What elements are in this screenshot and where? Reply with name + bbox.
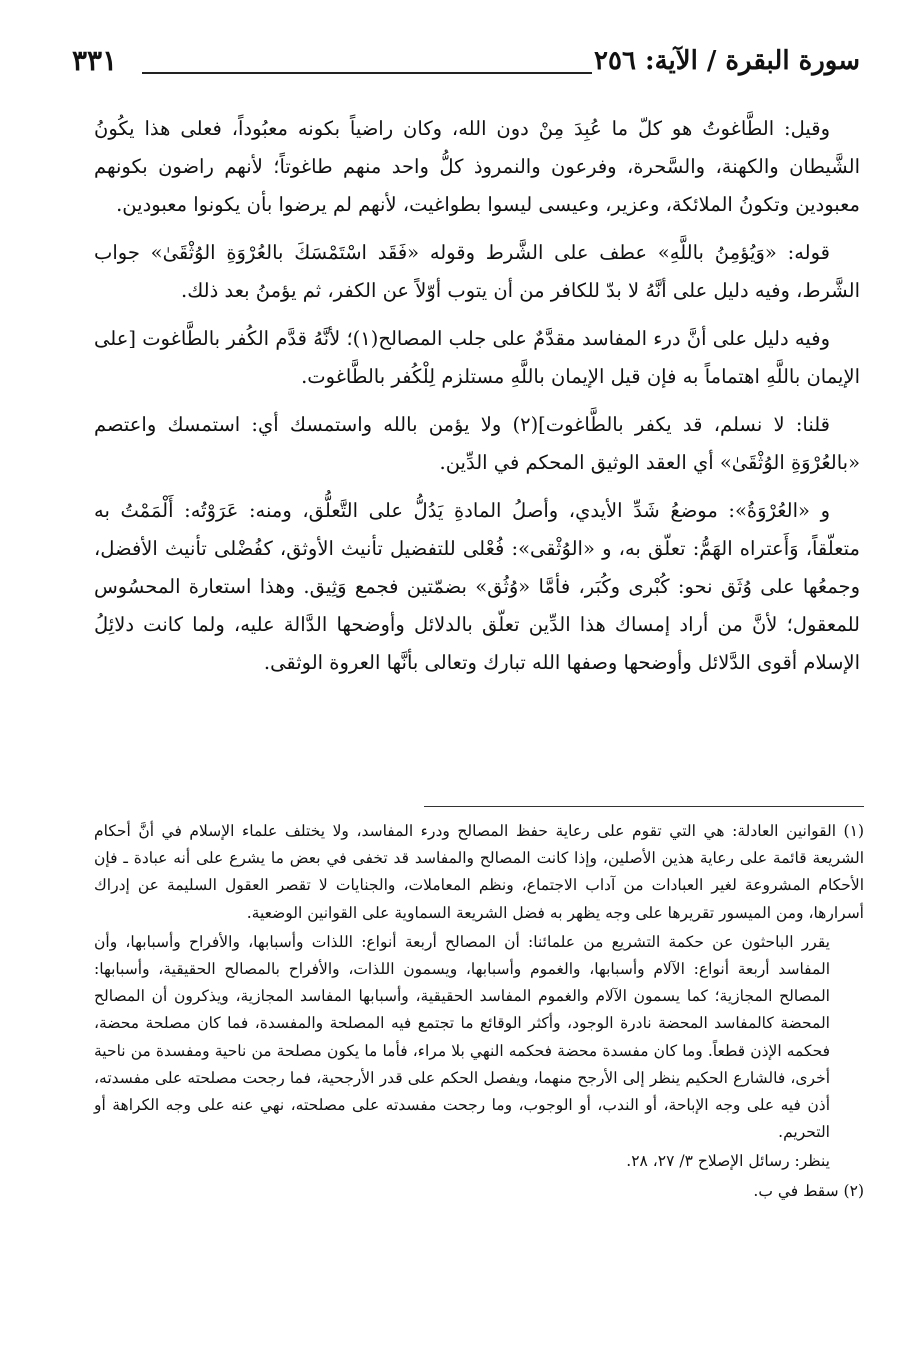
footnote-2: (٢) سقط في ب. [753, 1181, 864, 1200]
running-header [72, 40, 860, 86]
footnote-1: (١) القوانين العادلة: هي التي تقوم على رعاية حفظ المصالح ودرء المفاسد، ولا يختلف علماء الإسلام في أنَّ أحكام الشريعة قائمة على رعاية هذين الأصلين، وإذا كانت المصالح والمفاسد قد تخفى في بعض ما يشرع على أنه عبادة ـ فإن الأحكام المشروعة لغير العبادات من آداب الاجتماع، ونظم المعاملات، والجنايات لا تقصر العقول السليمة عن إدراك أسرارها، ومن الميسور تقريرها على وجه يظهر به فضل الشريعة السماوية على القوانين الوضعية. [94, 822, 865, 922]
paragraph: وفيه دليل على أنَّ درء المفاسد مقدَّمٌ على جلب المصالح(١)؛ لأنَّهُ قدَّم الكُفر بالطَّاغوت [على الإيمان باللَّهِ اهتماماً به فإن قيل الإيمان باللَّهِ مستلزم لِلْكُفر بالطَّاغوت. [94, 327, 860, 388]
page-number: ٣٣١ [72, 44, 118, 77]
chapter-title: سورة البقرة / الآية: ٢٥٦ [594, 46, 860, 76]
header-rule [142, 72, 592, 74]
footnotes [94, 818, 864, 1205]
paragraph: و «العُرْوَةُ»: موضعُ شَدِّ الأيدي، وأصلُ المادةِ يَدُلُّ على التَّعلُّق، ومنه: عَرَوْتُه: أَلْمَمْتُ به متعلّقاً، وَأَعتراه الهَمُّ: تعلّق به، و «الوُثْقى»: فُعْلى للتفضيل تأنيث الأوثق، كفُضْلى تأنيث الأفضل، وجمعُها على وُثَق نحو: كُبْرى وكُبَر، فأمَّا «وُثُق» بضمّتين فجمع وَثِيق. وهذا استعارة المحسُوس للمعقول؛ لأنَّ من أراد إمساك هذا الدِّين تعلّق بالدلائل وأوضحها الدَّالة عليه، ولما كانت دلائِلُ الإسلام أقوى الدَّلائل وأوضحها وصفها الله تبارك وتعالى بأنَّها العروة الوثقى. [94, 499, 860, 674]
paragraph: وقيل: الطَّاغوتُ هو كلّ ما عُبِدَ مِنْ دون الله، وكان راضياً بكونه معبُوداً، فعلى هذا يكُونُ الشَّيطان والكهنة، والسَّحرة، وفرعون والنمروذ كلُّ واحد منهم طاغوتاً؛ لأنهم راضون بكونهم معبودين وتكونُ الملائكة، وعزير، وعيسى ليسوا بطواغيت، لأنهم لم يرضوا بأن يكونوا معبودين. [94, 117, 860, 216]
paragraph: قلنا: لا نسلم، قد يكفر بالطَّاغوت](٢) ولا يؤمن بالله واستمسك أي: استمسك واعتصم «بالعُرْوَةِ الوُثْقَىٰ» أي العقد الوثيق المحكم في الدِّين. [94, 413, 860, 474]
footnote-1-reference: ينظر: رسائل الإصلاح ٣/ ٢٧، ٢٨. [626, 1152, 830, 1171]
main-text [94, 110, 860, 692]
footnote-separator [424, 806, 864, 807]
paragraph: قوله: «وَيُؤمِنُ باللَّهِ» عطف على الشَّرط وقوله «فَقَد اسْتَمْسَكَ بالعُرْوَةِ الوُثْقَىٰ» جواب الشَّرط، وفيه دليل على أنَّهُ لا بدّ للكافر من أن يتوب أوّلاً عن الكفر، ثم يؤمنُ بعد ذلك. [94, 241, 860, 302]
footnote-1-continued: يقرر الباحثون عن حكمة التشريع من علمائنا: أن المصالح أربعة أنواع: اللذات وأسبابها، والأفراح وأسبابها، وأن المفاسد أربعة أنواع: الآلام وأسبابها، والغموم وأسبابها، ويسمون اللذات، والأفراح بالمصالح الحقيقية، وأسبابها: المصالح المجازية؛ كما يسمون الآلام والغموم المفاسد الحقيقية، وأسبابها المفاسد المجازية، ويذكرون أن المصالح المحضة كالمفاسد المحضة نادرة الوجود، وأكثر الوقائع ما تجتمع فيه المصلحة والمفسدة، فما كان مصلحة محضة، فحكمه الإذن قطعاً. وما كان مفسدة محضة فحكمه النهي بلا مراء، فأما ما يكون مصلحة من ناحية ومفسدة من ناحية أخرى، فالشارع الحكيم ينظر إلى الأرجح منهما، ويفصل الحكم على قدر الأرجحية، فما رجحت مصلحته على مفسدته، أذن فيه على وجه الإباحة، أو الندب، أو الوجوب، وما رجحت مفسدته على مصلحته، نهي عنه على وجه الكراهة أو التحريم. [94, 932, 830, 1142]
